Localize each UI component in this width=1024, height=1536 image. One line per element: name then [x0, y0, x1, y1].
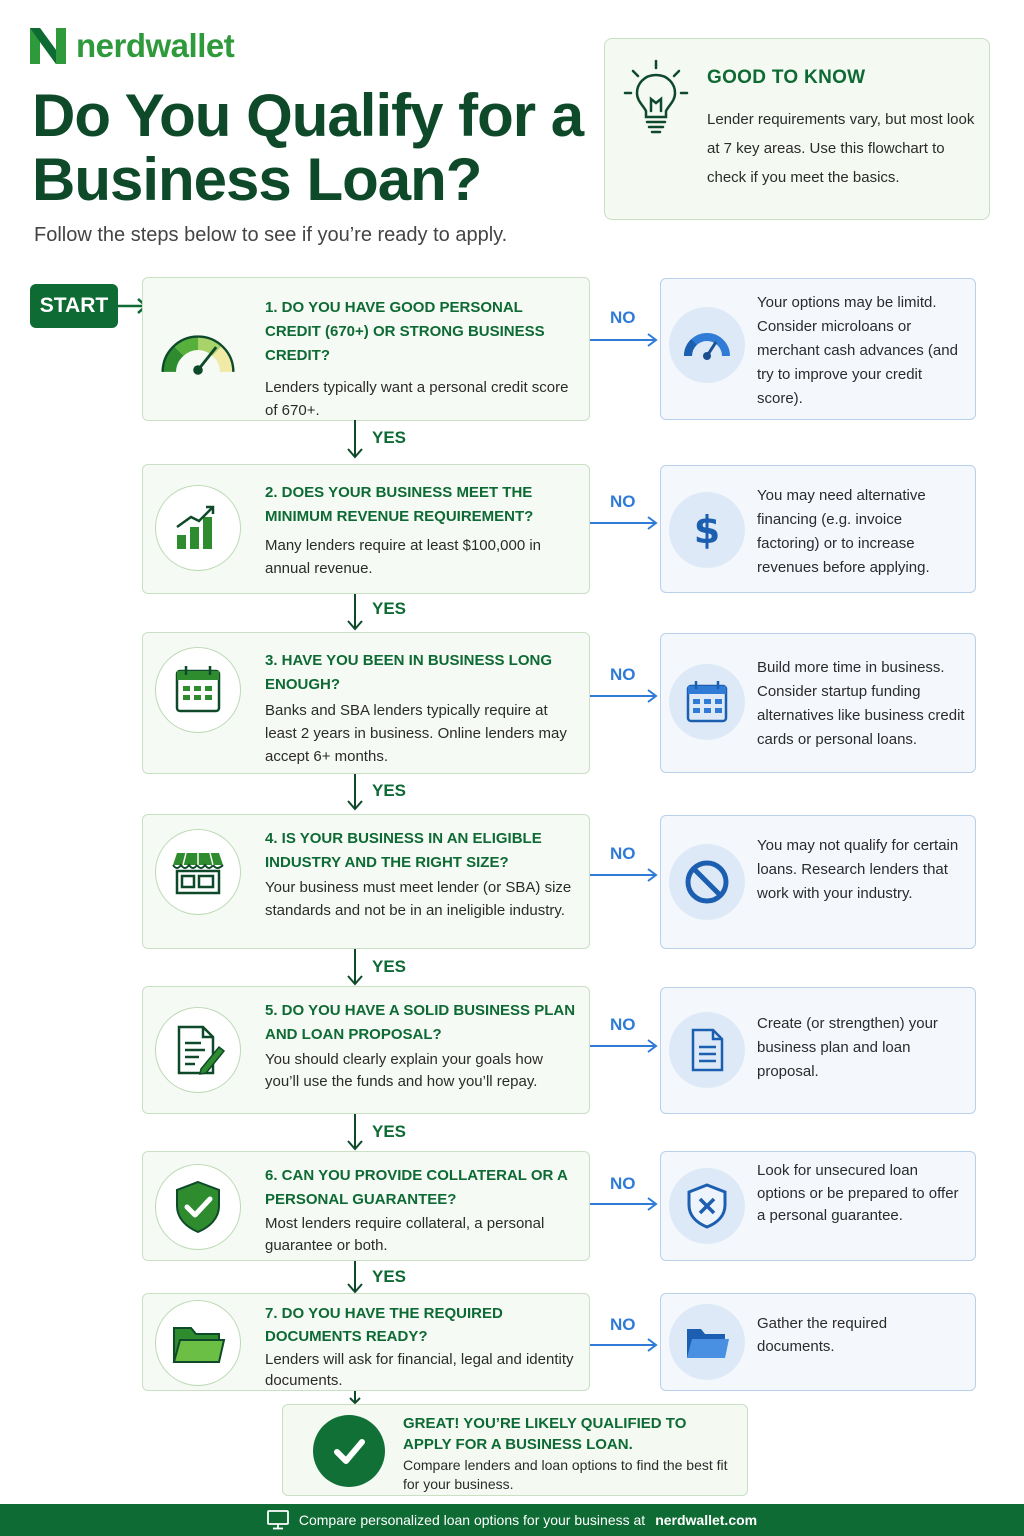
step-5-no-label: NO	[610, 1015, 636, 1034]
calendar-icon	[155, 647, 241, 733]
storefront-icon	[155, 829, 241, 915]
monitor-icon	[267, 1510, 289, 1530]
lightbulb-icon	[623, 59, 689, 139]
step-4-box	[142, 814, 590, 949]
step-1-no-arrow-icon	[590, 332, 660, 348]
yes-arrow-icon	[344, 774, 366, 812]
step-2-no-arrow-icon	[590, 515, 660, 531]
step-3-no-arrow-icon	[590, 688, 660, 704]
step-7-no-label: NO	[610, 1315, 636, 1334]
step-1-no-text: Your options may be limitd. Consider microloans or merchant cash advances (and try to improve your credit score).	[757, 294, 958, 407]
step-1-body: Lenders typically want a personal credit score of 670+.	[265, 379, 569, 419]
document-pen-icon	[155, 1007, 241, 1093]
step-3-no-text: Build more time in business. Consider startup funding alternatives like business credit cards or personal loans.	[757, 659, 965, 748]
step-3-no-box	[660, 633, 976, 773]
step-2-no-text: You may need alternative financing (e.g. invoice factoring) or to increase revenues before applying.	[757, 487, 930, 576]
document-icon	[669, 1012, 745, 1088]
step-7-body: Lenders will ask for financial, legal and identity documents.	[265, 1351, 574, 1389]
good-to-know-heading: GOOD TO KNOW	[707, 67, 866, 88]
step-1-no-label: NO	[610, 308, 636, 327]
step-5-box	[142, 986, 590, 1114]
final-body: Compare lenders and loan options to find the best fit for your business.	[403, 1457, 728, 1492]
step-6-body: Most lenders require collateral, a personal guarantee or both.	[265, 1215, 545, 1254]
final-arrow-icon	[344, 1391, 366, 1405]
step-6-heading: 6. CAN YOU PROVIDE COLLATERAL OR A PERSONAL GUARANTEE?	[265, 1167, 568, 1208]
credit-gauge-icon	[669, 307, 745, 383]
yes-arrow-icon	[344, 420, 366, 460]
folder-icon	[155, 1300, 241, 1386]
good-to-know-box	[604, 38, 990, 220]
step-2-no-label: NO	[610, 492, 636, 511]
dollar-icon	[669, 492, 745, 568]
shield-x-icon	[669, 1168, 745, 1244]
brand-name: nerdwallet	[76, 27, 235, 64]
step-7-heading: 7. DO YOU HAVE THE REQUIRED DOCUMENTS READY?	[265, 1305, 503, 1345]
step-4-heading: 4. IS YOUR BUSINESS IN AN ELIGIBLE INDUSTRY AND THE RIGHT SIZE?	[265, 830, 542, 871]
step-5-no-box	[660, 987, 976, 1114]
yes-arrow-icon	[344, 1261, 366, 1295]
step-1-box	[142, 277, 590, 421]
step-2-heading: 2. DOES YOUR BUSINESS MEET THE MINIMUM REVENUE REQUIREMENT?	[265, 484, 534, 525]
step-6-box	[142, 1151, 590, 1261]
bar-chart-icon	[155, 485, 241, 571]
final-heading: GREAT! YOU’RE LIKELY QUALIFIED TO APPLY FOR A BUSINESS LOAN.	[403, 1415, 687, 1453]
step-7-no-arrow-icon	[590, 1337, 660, 1353]
good-to-know-text: Lender requirements vary, but most look at 7 key areas. Use this flowchart to check if you meet the basics.	[707, 111, 975, 186]
footer-link[interactable]: nerdwallet.com	[655, 1512, 758, 1528]
yes-label: YES	[372, 781, 407, 800]
step-3-body: Banks and SBA lenders typically require at least 2 years in business. Online lenders may accept 6+ months.	[265, 702, 567, 765]
yes-label: YES	[372, 1267, 407, 1286]
step-4-no-text: You may not qualify for certain loans. Research lenders that work with your industry.	[757, 837, 959, 902]
footer-bar	[0, 1504, 1024, 1536]
calendar-icon	[669, 664, 745, 740]
step-5-no-text: Create (or strengthen) your business plan and loan proposal.	[757, 1015, 938, 1080]
step-4-no-box	[660, 815, 976, 949]
step-5-heading: 5. DO YOU HAVE A SOLID BUSINESS PLAN AND LOAN PROPOSAL?	[265, 1002, 576, 1043]
credit-gauge-icon	[155, 306, 241, 392]
checkmark-icon	[313, 1415, 385, 1487]
step-5-no-arrow-icon	[590, 1038, 660, 1054]
step-6-no-box	[660, 1151, 976, 1261]
prohibited-icon	[669, 844, 745, 920]
page-title: Do You Qualify for a Business Loan?	[32, 82, 584, 213]
yes-label: YES	[372, 599, 407, 618]
step-7-no-box	[660, 1293, 976, 1391]
step-2-no-box	[660, 465, 976, 593]
yes-label: YES	[372, 428, 407, 447]
brand-logo[interactable]	[28, 24, 234, 68]
step-6-no-arrow-icon	[590, 1196, 660, 1212]
step-7-box	[142, 1293, 590, 1391]
start-label: START	[30, 284, 118, 328]
yes-arrow-icon	[344, 1114, 366, 1152]
yes-label: YES	[372, 1122, 407, 1141]
step-5-body: You should clearly explain your goals how you’ll use the funds and how you’ll repay.	[265, 1051, 543, 1090]
step-3-no-label: NO	[610, 665, 636, 684]
step-1-no-box	[660, 278, 976, 420]
step-1-heading: 1. DO YOU HAVE GOOD PERSONAL CREDIT (670+) OR STRONG BUSINESS CREDIT?	[265, 299, 545, 364]
step-4-body: Your business must meet lender (or SBA) size standards and not be in an ineligible industry.	[265, 879, 572, 919]
svg-text:$: $	[693, 508, 721, 552]
shield-check-icon	[155, 1164, 241, 1250]
step-4-no-label: NO	[610, 844, 636, 863]
step-2-body: Many lenders require at least $100,000 in annual revenue.	[265, 537, 542, 577]
step-4-no-arrow-icon	[590, 867, 660, 883]
folder-icon	[669, 1304, 745, 1380]
page-subtitle: Follow the steps below to see if you’re ready to apply.	[34, 224, 508, 246]
step-7-no-text: Gather the required documents.	[757, 1315, 888, 1355]
yes-arrow-icon	[344, 594, 366, 632]
yes-arrow-icon	[344, 949, 366, 987]
qualified-result-box	[282, 1404, 748, 1496]
step-6-no-text: Look for unsecured loan options or be prepared to offer a personal guarantee.	[757, 1162, 959, 1224]
step-3-heading: 3. HAVE YOU BEEN IN BUSINESS LONG ENOUGH?	[265, 652, 552, 693]
step-3-box	[142, 632, 590, 774]
yes-label: YES	[372, 957, 407, 976]
footer-text: Compare personalized loan options for your business at	[298, 1512, 646, 1528]
step-6-no-label: NO	[610, 1174, 636, 1193]
step-2-box	[142, 464, 590, 594]
nerdwallet-logo-icon	[28, 26, 68, 66]
